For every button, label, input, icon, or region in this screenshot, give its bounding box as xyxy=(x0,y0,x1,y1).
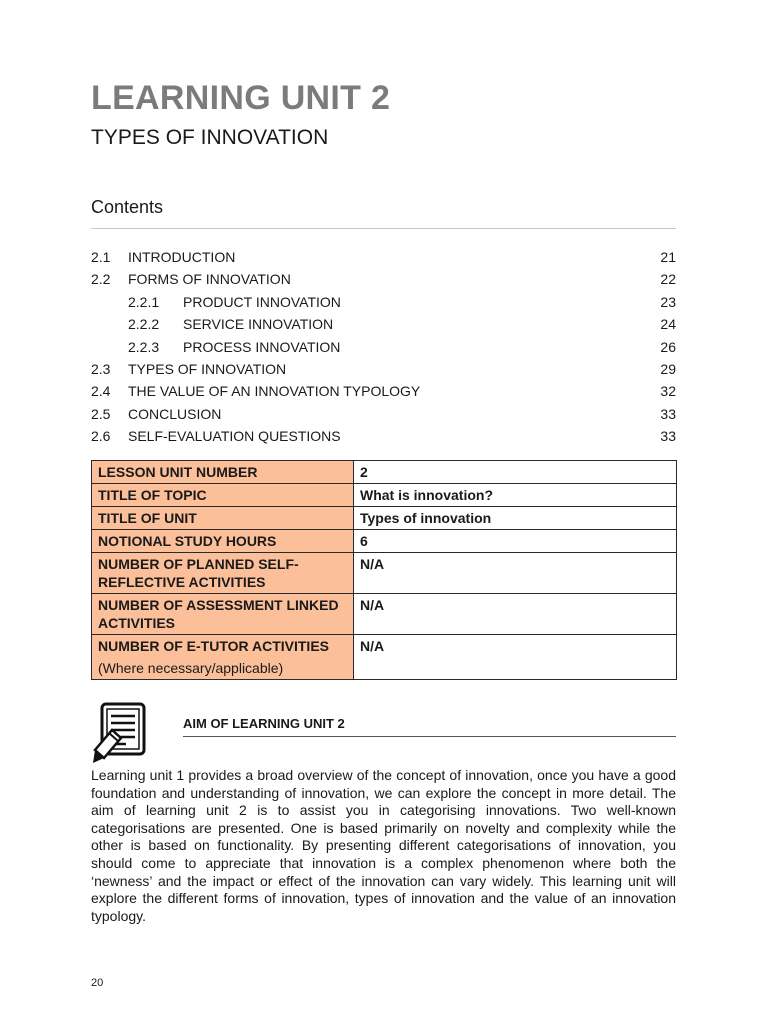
toc-page: 33 xyxy=(660,405,676,422)
toc-number: 2.4 xyxy=(91,383,111,400)
toc-subitem[interactable] xyxy=(91,313,676,335)
table-label-cell xyxy=(92,635,354,680)
toc-page: 33 xyxy=(660,428,676,445)
page-number: 20 xyxy=(91,977,104,989)
toc-item[interactable] xyxy=(91,380,676,402)
table-label: LESSON UNIT NUMBER xyxy=(92,461,354,484)
table-row xyxy=(92,553,677,594)
table-label: NUMBER OF ASSESSMENT LINKED ACTIVITIES xyxy=(92,594,354,635)
table-row xyxy=(92,484,677,507)
toc-title: SELF-EVALUATION QUESTIONS xyxy=(128,428,341,445)
table-value: N/A xyxy=(354,553,677,594)
table-value: 2 xyxy=(354,461,677,484)
toc-title: PROCESS INNOVATION xyxy=(183,338,341,355)
toc-page: 24 xyxy=(660,316,676,333)
table-value: N/A xyxy=(354,635,677,680)
table-row xyxy=(92,635,677,680)
unit-heading: LEARNING UNIT 2 xyxy=(91,79,391,117)
notepad-pencil-icon xyxy=(92,702,146,764)
aim-divider xyxy=(183,736,676,737)
toc-number: 2.2.2 xyxy=(128,316,160,333)
toc-number: 2.5 xyxy=(91,405,111,422)
unit-info-table xyxy=(91,460,677,680)
toc-item[interactable] xyxy=(91,268,676,290)
toc-page: 26 xyxy=(660,338,676,355)
table-label: TITLE OF UNIT xyxy=(92,507,354,530)
table-label: NUMBER OF E-TUTOR ACTIVITIES xyxy=(98,638,329,654)
toc-item[interactable] xyxy=(91,403,676,425)
toc-subitem[interactable] xyxy=(91,291,676,313)
toc-page: 29 xyxy=(660,360,676,377)
toc-item[interactable] xyxy=(91,358,676,380)
toc-title: FORMS OF INNOVATION xyxy=(128,271,291,288)
toc-page: 32 xyxy=(660,383,676,400)
table-row xyxy=(92,530,677,553)
table-label: NUMBER OF PLANNED SELF-REFLECTIVE ACTIVITIES xyxy=(92,553,354,594)
contents-heading: Contents xyxy=(91,197,164,217)
table-row xyxy=(92,507,677,530)
toc-title: THE VALUE OF AN INNOVATION TYPOLOGY xyxy=(128,383,421,400)
toc-number: 2.2.1 xyxy=(128,293,160,310)
table-of-contents xyxy=(91,246,676,448)
toc-item[interactable] xyxy=(91,425,676,447)
toc-page: 23 xyxy=(660,293,676,310)
toc-title: INTRODUCTION xyxy=(128,249,236,265)
toc-title: PRODUCT INNOVATION xyxy=(183,293,341,310)
toc-title: SERVICE INNOVATION xyxy=(183,316,334,333)
toc-number: 2.2 xyxy=(91,271,111,288)
table-row xyxy=(92,594,677,635)
toc-number: 2.1 xyxy=(91,249,111,265)
table-label: TITLE OF TOPIC xyxy=(92,484,354,507)
table-value: N/A xyxy=(354,594,677,635)
aim-heading: AIM OF LEARNING UNIT 2 xyxy=(183,716,345,731)
toc-number: 2.6 xyxy=(91,428,111,445)
table-label-note: (Where necessary/applicable) xyxy=(98,660,284,676)
table-row xyxy=(92,461,677,484)
table-label: NOTIONAL STUDY HOURS xyxy=(92,530,354,553)
contents-divider xyxy=(91,228,676,229)
aim-paragraph: Learning unit 1 provides a broad overview of the concept of innovation, once you have a good foundation and understanding of innovation, we can explore the concept in more detail. The aim of learning unit 2 is to assist you in categorising innovations. Two well-known categorisations are presented. One is based primarily on novelty and complexity while the other is based on functionality. By presenting different categorisations of innovation, you should come to appreciate that innovation is a complex phenomenon where both the ‘newness’ and the impact or effect of the innovation can vary widely. This learning unit will explore the different forms of innovation, types of innovation and the value of an innovation typology. xyxy=(91,767,676,924)
toc-page: 22 xyxy=(660,271,676,288)
toc-number: 2.2.3 xyxy=(128,338,160,355)
toc-subitem[interactable] xyxy=(91,336,676,358)
table-value: 6 xyxy=(354,530,677,553)
table-value: What is innovation? xyxy=(354,484,677,507)
toc-page: 21 xyxy=(660,249,676,265)
toc-title: TYPES OF INNOVATION xyxy=(128,360,287,377)
toc-title: CONCLUSION xyxy=(128,405,222,422)
table-value: Types of innovation xyxy=(354,507,677,530)
unit-subtitle: TYPES OF INNOVATION xyxy=(91,126,329,149)
toc-number: 2.3 xyxy=(91,360,111,377)
toc-item[interactable] xyxy=(91,246,676,268)
